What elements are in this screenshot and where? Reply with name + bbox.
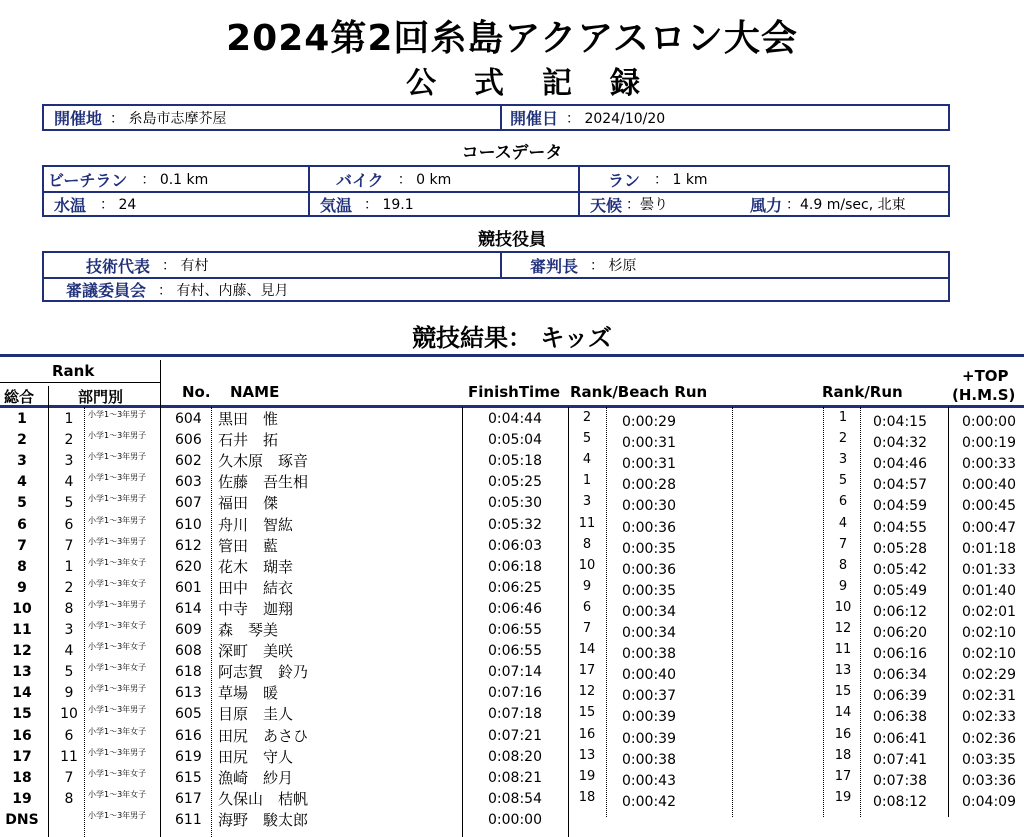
bib-number: 615 [175,769,202,786]
table-row [0,493,1024,514]
beach-run-time: 0:00:38 [622,646,676,663]
table-top-rule [0,354,1024,357]
col-rank-beach: Rank/Beach Run [570,383,708,401]
table-row [0,599,1024,620]
athlete-name: 管田 藍 [218,536,279,555]
overall-rank: 12 [12,643,32,660]
category: 小学1～3年女子 [88,789,147,799]
run-time: 0:06:12 [873,603,927,620]
athlete-name: 漁崎 紗月 [218,768,294,787]
division-rank: 11 [60,748,78,765]
finish-time: 0:05:30 [488,495,542,512]
division-rank: 1 [64,411,74,427]
beach-run-rank: 13 [578,747,596,763]
bib-number: 605 [175,706,202,723]
category: 小学1～3年男子 [88,431,147,441]
date-value: ： 2024/10/20 [566,110,666,127]
division-rank: 8 [64,600,74,617]
gap-to-top: 0:00:33 [962,456,1016,473]
table-row [0,515,1024,536]
category: 小学1～3年女子 [88,726,147,736]
tech-delegate-label: 技術代表 [86,256,151,276]
run-rank: 3 [838,452,848,468]
overall-rank: 16 [12,727,32,744]
finish-time: 0:00:00 [488,811,542,828]
table-row [0,536,1024,557]
beach-run-rank: 16 [578,726,596,742]
beach-run-rank: 5 [582,431,592,447]
table-row [0,557,1024,578]
division-rank: 5 [64,664,74,681]
athlete-name: 久木原 琢音 [218,452,309,471]
division-rank: 2 [64,579,74,596]
officials-heading: 競技役員 [478,230,546,250]
beach-run-time: 0:00:28 [622,477,676,494]
beach-run-rank: 1 [582,473,592,489]
category: 小学1～3年女子 [88,578,147,588]
division-rank: 8 [64,790,74,807]
run-rank: 16 [834,726,852,742]
run-rank: 2 [838,431,848,447]
athlete-name: 黒田 惟 [218,410,279,428]
division-rank: 3 [64,622,74,638]
overall-rank: 4 [17,474,27,491]
run-rank: 17 [834,768,852,784]
col-overall: 総合 [4,388,35,406]
overall-rank: DNS [5,811,39,828]
bib-number: 601 [175,579,202,596]
division-rank: 1 [64,558,74,575]
category: 小学1～3年男子 [88,536,147,546]
division-rank: 4 [64,643,74,660]
weather-label: 天候 [590,195,623,215]
gap-to-top: 0:02:31 [962,688,1016,705]
table-row [0,430,1024,451]
run-time: 0:04:57 [873,477,927,494]
referee-label: 審判長 [530,256,579,276]
finish-time: 0:06:46 [488,600,542,617]
run-rank: 15 [834,684,852,700]
overall-rank: 19 [12,790,32,807]
beach-run-time: 0:00:35 [622,582,676,599]
division-rank: 5 [64,495,74,512]
run-rank: 5 [838,473,848,489]
bike-label: バイク [336,170,384,190]
bib-number: 620 [175,558,202,575]
beach-run-value: ： 0.1 km [141,172,209,188]
gap-to-top: 0:04:09 [962,793,1016,810]
overall-rank: 9 [17,579,27,596]
athlete-name: 目原 圭人 [218,705,294,724]
run-rank: 14 [834,705,852,721]
overall-rank: 5 [17,495,27,512]
run-rank: 9 [838,578,848,594]
finish-time: 0:05:04 [488,432,542,449]
beach-run-time: 0:00:38 [622,751,676,768]
category: 小学1～3年女子 [88,768,147,778]
beach-run-time: 0:00:34 [622,603,676,620]
water-temp-value: ： 24 [100,197,137,213]
division-rank: 7 [64,537,74,554]
run-time: 0:06:41 [873,730,927,747]
finish-time: 0:06:03 [488,537,542,554]
beach-run-time: 0:00:31 [622,456,676,473]
course-heading: コースデータ [461,143,563,163]
results-title: 競技結果： キッズ [412,324,612,352]
committee-value: ： 有村、内藤、見月 [158,282,289,299]
finish-time: 0:08:21 [488,769,542,786]
beach-run-rank: 3 [582,494,592,510]
division-rank: 6 [64,727,74,744]
finish-time: 0:06:25 [488,579,542,596]
gap-to-top: 0:02:10 [962,625,1016,641]
bib-number: 614 [175,600,202,617]
athlete-name: 田尻 守人 [218,747,294,766]
air-temp-label: 気温 [320,195,353,215]
table-row [0,641,1024,662]
athlete-name: 福田 傑 [218,494,279,513]
officials-box [42,251,950,302]
table-row [0,789,1024,810]
finish-time: 0:04:44 [488,411,542,427]
overall-rank: 13 [12,664,32,681]
category: 小学1～3年男子 [88,705,147,715]
gap-to-top: 0:00:00 [962,414,1016,430]
gap-to-top: 0:00:47 [962,519,1016,536]
finish-time: 0:06:55 [488,643,542,660]
beach-run-time: 0:00:40 [622,667,676,684]
beach-run-rank: 2 [582,410,592,425]
table-row [0,726,1024,747]
gap-to-top: 0:02:29 [962,667,1016,684]
category: 小学1～3年女子 [88,557,147,567]
wind-label: 風力 [750,195,783,215]
beach-run-rank: 9 [582,578,592,594]
run-rank: 19 [834,789,852,805]
athlete-name: 海野 駿太郎 [218,810,309,829]
overall-rank: 1 [17,411,27,427]
run-rank: 10 [834,599,852,615]
division-rank: 10 [60,706,78,723]
gap-to-top: 0:02:36 [962,730,1016,747]
beach-run-time: 0:00:36 [622,519,676,536]
category: 小学1～3年女子 [88,663,147,673]
run-time: 0:04:59 [873,498,927,515]
run-time: 0:05:49 [873,582,927,599]
beach-run-rank: 15 [578,705,596,721]
athlete-name: 草場 暖 [218,684,279,703]
beach-run-rank: 14 [578,642,596,658]
gap-to-top: 0:02:01 [962,603,1016,620]
bib-number: 609 [175,622,202,638]
bib-number: 603 [175,474,202,491]
gap-to-top: 0:02:10 [962,646,1016,663]
finish-time: 0:05:18 [488,453,542,470]
col-finish: FinishTime [468,383,560,401]
overall-rank: 6 [17,516,27,533]
beach-run-time: 0:00:35 [622,540,676,557]
finish-time: 0:07:18 [488,706,542,723]
tech-delegate-value: ： 有村 [162,258,209,274]
athlete-name: 田尻 あさひ [218,726,309,745]
run-rank: 8 [838,557,848,573]
gap-to-top: 0:00:19 [962,435,1016,452]
beach-run-time: 0:00:30 [622,498,676,515]
run-rank: 4 [838,515,848,531]
gap-to-top: 0:01:18 [962,540,1016,557]
athlete-name: 森 琴美 [218,621,279,639]
gap-to-top: 0:03:35 [962,751,1016,768]
beach-run-rank: 6 [582,599,592,615]
committee-label: 審議委員会 [66,281,147,300]
overall-rank: 14 [12,685,32,702]
bib-number: 602 [175,453,202,470]
category: 小学1～3年男子 [88,747,147,757]
overall-rank: 7 [17,537,27,554]
beach-run-rank: 11 [578,515,596,531]
division-rank: 6 [64,516,74,533]
beach-run-time: 0:00:39 [622,730,676,747]
division-rank: 9 [64,685,74,702]
table-row [0,409,1024,430]
referee-value: ： 杉原 [590,258,637,274]
run-rank: 6 [838,494,848,510]
bib-number: 610 [175,516,202,533]
beach-run-time: 0:00:39 [622,709,676,726]
category: 小学1～3年男子 [88,410,147,419]
bib-number: 612 [175,537,202,554]
run-time: 0:07:41 [873,751,927,768]
overall-rank: 15 [12,706,32,723]
table-row [0,768,1024,789]
athlete-name: 田中 結衣 [218,578,294,597]
category: 小学1～3年女子 [88,621,147,630]
run-rank: 7 [838,536,848,552]
run-time: 0:07:38 [873,772,927,789]
run-time: 0:05:42 [873,561,927,578]
date-label: 開催日 [510,109,559,128]
finish-time: 0:08:20 [488,748,542,765]
finish-time: 0:08:54 [488,790,542,807]
venue-value: ： 糸島市志摩芥屋 [110,110,227,127]
finish-time: 0:07:16 [488,685,542,702]
division-rank: 2 [64,432,74,449]
run-time: 0:06:16 [873,646,927,663]
run-time: 0:04:15 [873,414,927,430]
finish-time: 0:07:14 [488,664,542,681]
col-top: +TOP [962,367,1009,385]
table-row [0,472,1024,493]
gap-to-top: 0:03:36 [962,772,1016,789]
course-data-box [42,165,950,217]
beach-run-label: ビーチラン [48,170,128,190]
beach-run-time: 0:00:42 [622,793,676,810]
gap-to-top: 0:01:40 [962,582,1016,599]
overall-rank: 17 [12,748,32,765]
run-time: 0:05:28 [873,540,927,557]
category: 小学1～3年男子 [88,494,147,504]
venue-label: 開催地 [54,109,103,128]
table-header-rule [0,405,1024,408]
water-temp-label: 水温 [54,195,87,215]
page-title: 2024第2回糸島アクアスロン大会 [226,18,798,59]
run-rank: 18 [834,747,852,763]
bib-number: 613 [175,685,202,702]
category: 小学1～3年女子 [88,642,147,652]
wind-value: ：4.9 m/sec, 北東 [786,197,906,213]
athlete-name: 佐藤 吾生相 [218,473,309,492]
division-rank: 4 [64,474,74,491]
run-time: 0:04:46 [873,456,927,473]
category: 小学1～3年男子 [88,684,147,694]
beach-run-rank: 4 [582,452,592,468]
gap-to-top: 0:02:33 [962,709,1016,726]
beach-run-time: 0:00:29 [622,414,676,430]
bib-number: 611 [175,811,202,828]
run-time: 0:04:32 [873,435,927,452]
beach-run-rank: 19 [578,768,596,784]
finish-time: 0:06:55 [488,622,542,638]
bib-number: 619 [175,748,202,765]
beach-run-rank: 10 [578,557,596,573]
run-label: ラン [608,170,641,190]
athlete-name: 久保山 桔帆 [218,789,309,808]
page-subtitle: 公式記録 [406,66,678,101]
table-row [0,451,1024,472]
weather-value: ：曇り [626,197,669,213]
finish-time: 0:07:21 [488,727,542,744]
overall-rank: 3 [17,453,27,470]
athlete-name: 舟川 智紘 [218,515,294,534]
beach-run-time: 0:00:36 [622,561,676,578]
division-rank: 7 [64,769,74,786]
event-info-box [42,104,950,131]
category: 小学1～3年男子 [88,599,147,609]
category: 小学1～3年男子 [88,452,147,462]
division-rank: 3 [64,453,74,470]
table-row [0,620,1024,641]
table-row [0,578,1024,599]
gap-to-top: 0:00:45 [962,498,1016,515]
overall-rank: 10 [12,600,32,617]
run-time: 0:06:20 [873,625,927,641]
beach-run-time: 0:00:43 [622,772,676,789]
beach-run-rank: 17 [578,663,596,679]
bib-number: 608 [175,643,202,660]
overall-rank: 2 [17,432,27,449]
beach-run-time: 0:00:34 [622,625,676,641]
overall-rank: 18 [12,769,32,786]
beach-run-time: 0:00:37 [622,688,676,705]
beach-run-rank: 12 [578,684,596,700]
category: 小学1～3年男子 [88,810,147,820]
run-rank: 1 [838,410,848,425]
bib-number: 604 [175,411,202,427]
finish-time: 0:05:32 [488,516,542,533]
table-row [0,662,1024,683]
run-value: ： 1 km [654,172,708,188]
athlete-name: 花木 瑚幸 [218,557,294,576]
rank-sub-rule [0,382,160,383]
category: 小学1～3年男子 [88,473,147,483]
col-no: No. [182,383,211,401]
beach-run-time: 0:00:31 [622,435,676,452]
run-time: 0:04:55 [873,519,927,536]
overall-rank: 8 [17,558,27,575]
beach-run-rank: 8 [582,536,592,552]
beach-run-rank: 18 [578,789,596,805]
category: 小学1～3年男子 [88,515,147,525]
gap-to-top: 0:00:40 [962,477,1016,494]
run-rank: 12 [834,621,852,636]
run-time: 0:08:12 [873,793,927,810]
col-rank: Rank [52,362,95,380]
beach-run-rank: 7 [582,621,592,636]
col-top-unit: (H.M.S) [952,386,1016,404]
col-name: NAME [230,383,280,401]
finish-time: 0:06:18 [488,558,542,575]
bib-number: 607 [175,495,202,512]
bike-value: ： 0 km [397,172,452,188]
run-rank: 11 [834,642,852,658]
air-temp-value: ： 19.1 [364,197,414,213]
col-division: 部門別 [78,388,124,406]
run-time: 0:06:38 [873,709,927,726]
athlete-name: 中寺 迦翔 [218,599,294,618]
athlete-name: 深町 美咲 [218,642,294,661]
bib-number: 616 [175,727,202,744]
run-rank: 13 [834,663,852,679]
athlete-name: 石井 拓 [218,431,279,450]
table-row [0,747,1024,768]
athlete-name: 阿志賀 鈴乃 [218,663,309,682]
col-rank-run: Rank/Run [822,383,903,401]
table-row [0,683,1024,704]
run-time: 0:06:39 [873,688,927,705]
overall-rank: 11 [12,622,32,638]
run-time: 0:06:34 [873,667,927,684]
bib-number: 617 [175,790,202,807]
table-row [0,810,1024,831]
gap-to-top: 0:01:33 [962,561,1016,578]
bib-number: 618 [175,664,202,681]
bib-number: 606 [175,432,202,449]
table-row [0,704,1024,725]
finish-time: 0:05:25 [488,474,542,491]
